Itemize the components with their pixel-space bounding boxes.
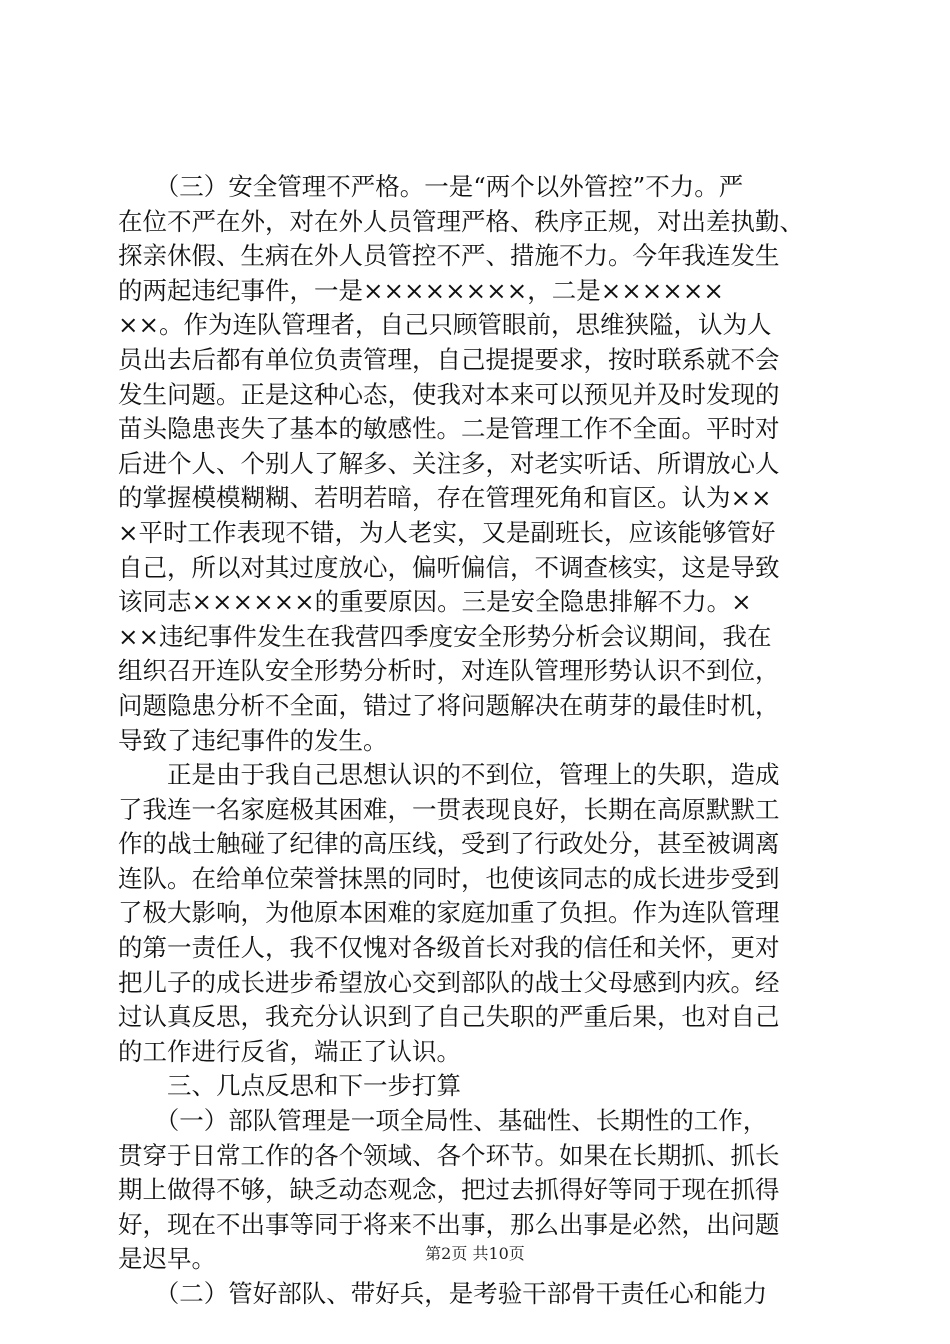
text-line: 导致了违纪事件的发生。 bbox=[118, 725, 388, 755]
text-line: 正是由于我自己思想认识的不到位，管理上的失职，造成 bbox=[118, 760, 780, 790]
text-line: 的掌握模模糊糊、若明若暗，存在管理死角和盲区。认为×× bbox=[118, 483, 772, 513]
text-line: 发生问题。正是这种心态，使我对本来可以预见并及时发现的 bbox=[118, 379, 780, 409]
text-line: 作的战士触碰了纪律的高压线，受到了行政处分，甚至被调离 bbox=[118, 829, 780, 859]
text-line: 的两起违纪事件，一是××××××××，二是×××××× bbox=[118, 275, 724, 305]
page-footer: 第2页 共10页 bbox=[425, 1244, 525, 1263]
text-line: 连队。在给单位荣誉抹黑的同时，也使该同志的成长进步受到 bbox=[118, 863, 780, 893]
text-line: 员出去后都有单位负责管理，自己提提要求，按时联系就不会 bbox=[118, 344, 780, 374]
text-line: 该同志××××××的重要原因。三是安全隐患排解不力。× bbox=[118, 587, 752, 617]
text-line: 好，现在不出事等同于将来不出事，那么出事是必然，出问题 bbox=[118, 1209, 780, 1239]
text-line: 把儿子的成长进步希望放心交到部队的战士父母感到内疚。经 bbox=[118, 967, 780, 997]
text-line: 探亲休假、生病在外人员管控不严、措施不力。今年我连发生 bbox=[118, 241, 780, 271]
text-line: 过认真反思，我充分认识到了自己失职的严重后果，也对自己 bbox=[118, 1002, 780, 1032]
text-line: 问题隐患分析不全面，错过了将问题解决在萌芽的最佳时机， bbox=[118, 690, 780, 720]
document-body bbox=[118, 170, 834, 1312]
text-line: （三）安全管理不严格。一是“两个以外管控”不力。严 bbox=[118, 172, 744, 201]
text-line: ××。作为连队管理者，自己只顾管眼前，思维狭隘，认为人 bbox=[118, 310, 772, 340]
text-line: 了极大影响，为他原本困难的家庭加重了负担。作为连队管理 bbox=[118, 898, 780, 928]
text-line: 三、几点反思和下一步打算 bbox=[118, 1071, 461, 1101]
text-line: 自己，所以对其过度放心，偏听偏信，不调查核实，这是导致 bbox=[118, 552, 780, 582]
text-line: 期上做得不够，缺乏动态观念，把过去抓得好等同于现在抓得 bbox=[118, 1175, 780, 1205]
text-line: （二）管好部队、带好兵，是考验干部骨干责任心和能力 bbox=[118, 1279, 768, 1308]
text-line: 组织召开连队安全形势分析时，对连队管理形势认识不到位， bbox=[118, 656, 780, 686]
text-line: 苗头隐患丧失了基本的敏感性。二是管理工作不全面。平时对 bbox=[118, 414, 780, 444]
text-line: 的工作进行反省，端正了认识。 bbox=[118, 1036, 461, 1066]
text-line: 在位不严在外，对在外人员管理严格、秩序正规，对出差执勤、 bbox=[118, 206, 804, 236]
text-line: 的第一责任人，我不仅愧对各级首长对我的信任和关怀，更对 bbox=[118, 933, 780, 963]
text-line: （一）部队管理是一项全局性、基础性、长期性的工作， bbox=[118, 1106, 768, 1136]
text-line: 后进个人、个别人了解多、关注多，对老实听话、所谓放心人 bbox=[118, 448, 780, 478]
text-line: 是迟早。 bbox=[118, 1244, 216, 1274]
text-line: ×平时工作表现不错，为人老实，又是副班长，应该能够管好 bbox=[118, 517, 776, 547]
text-line: 贯穿于日常工作的各个领域、各个环节。如果在长期抓、抓长 bbox=[118, 1140, 780, 1170]
text-line: ××违纪事件发生在我营四季度安全形势分析会议期间，我在 bbox=[118, 621, 772, 651]
text-line: 了我连一名家庭极其困难，一贯表现良好，长期在高原默默工 bbox=[118, 794, 780, 824]
